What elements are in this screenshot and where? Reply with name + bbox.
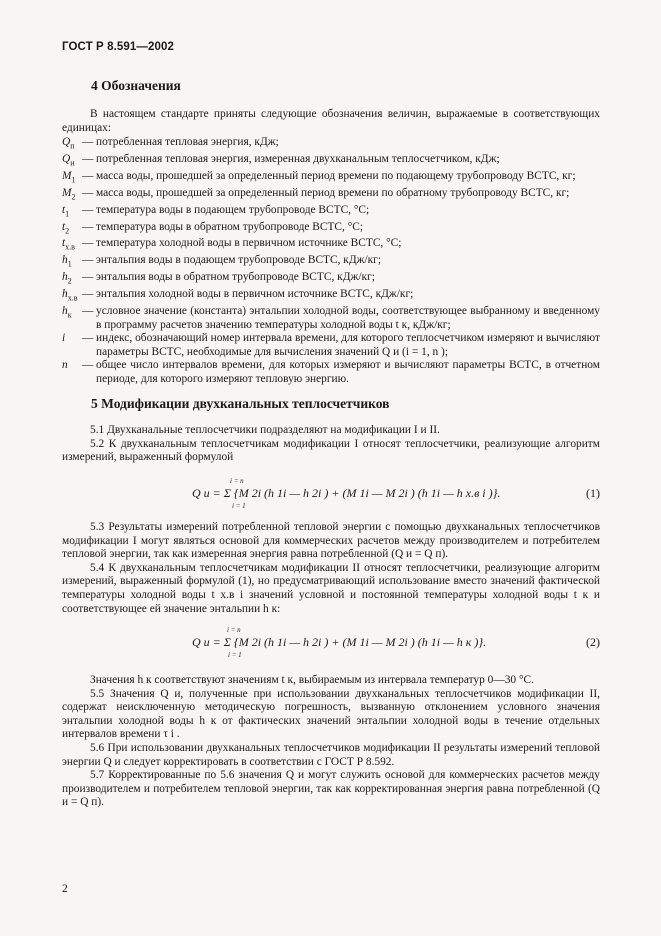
definition-text: температура холодной воды в первичном источнике ВСТС, °С; — [96, 237, 402, 250]
definition-dash: — — [82, 288, 94, 301]
paragraph-5-4-values: Значения h к соответствуют значениям t к, выбираемым из интервала температур 0—30 °С. — [90, 674, 534, 686]
formula-2-expression: Q и = Σ {M 2i (h 1i — h 2i ) + (M 1i — M 2i ) (h 1i — h к )}. — [192, 635, 487, 649]
definition-text: масса воды, прошедшей за определенный период времени по обратному трубопроводу ВСТС, кг; — [96, 186, 570, 199]
definition-item — [62, 136, 600, 153]
formula-1-expression: Q и = Σ {M 2i (h 1i — h 2i ) + (M 1i — M 2i ) (h 1i — h х.в i )}. — [192, 486, 501, 500]
definition-symbol: i — [62, 332, 66, 345]
definition-item — [62, 254, 600, 271]
definition-text: энтальпия холодной воды в первичном источнике ВСТС, кДж/кг; — [96, 288, 414, 301]
formula-2-upper-limit: i = n — [227, 626, 241, 634]
section-5-body-c — [62, 674, 600, 810]
section-5-body-b — [62, 521, 600, 616]
section-5-body-a — [62, 424, 600, 465]
paragraph-5-4: 5.4 К двухканальным теплосчетчикам модификации II относят теплосчетчики, реализующие алгоритм измерений, выраженный формулой (1), но предусматривающий использование вместо значений фактической температуры холодной воды t х.в i значений условной и постоянной температуры холодной воды t к и соответствующее ей значение энтальпии h к: — [62, 561, 600, 615]
definitions-list — [62, 136, 600, 386]
definition-item — [62, 332, 600, 359]
definition-symbol: $Q_и$ — [62, 153, 75, 168]
definition-item — [62, 288, 600, 305]
definition-dash: — — [82, 254, 94, 267]
formula-2-lower-limit: i = 1 — [228, 651, 242, 659]
definition-dash: — — [82, 359, 94, 372]
definition-text: энтальпия воды в обратном трубопроводе ВСТС, кДж/кг; — [96, 271, 375, 284]
paragraph-5-6: 5.6 При использовании двухканальных теплосчетчиков модификации II результаты измерений тепловой энергии Q и следует корректировать в соответствии с ГОСТ Р 8.592. — [62, 741, 600, 768]
definition-symbol: $M_1$ — [62, 169, 76, 185]
definition-text: общее число интервалов времени, для которых измеряют и вычисляют параметры ВСТС, в отчетном периоде, для которого измеряют тепловую энергию. — [96, 359, 600, 385]
definition-dash: — — [82, 153, 94, 166]
definition-text: условное значение (константа) энтальпии холодной воды, соответствующее выбранному и введенному в программу расчетов значению температуры холодной воды t к, кДж/кг; — [96, 304, 600, 331]
formula-1-upper-limit: i = n — [230, 477, 244, 485]
section-4-intro: В настоящем стандарте приняты следующие обозначения величин, выражаемые в соответствующих единицах: — [62, 108, 600, 134]
formula-2 — [62, 626, 600, 659]
definition-text: потребленная тепловая энергия, кДж; — [96, 136, 279, 149]
definition-symbol: $h_2$ — [62, 271, 72, 286]
section-5-title: 5 Модификации двухканальных теплосчетчиков — [91, 396, 390, 411]
definition-item — [62, 170, 600, 187]
definition-symbol: $t_1$ — [62, 203, 70, 218]
formula-1-lower-limit: i = 1 — [232, 502, 246, 510]
definition-symbol: $h_{х.в}$ — [62, 288, 78, 303]
definition-dash: — — [82, 332, 94, 345]
definition-symbol: n — [62, 359, 68, 372]
section-4-body — [62, 108, 600, 387]
definition-item — [62, 153, 600, 170]
definition-item — [62, 187, 600, 204]
definition-text: температура воды в обратном трубопроводе ВСТС, °С; — [96, 220, 364, 233]
formula-1 — [62, 477, 600, 510]
paragraph-5-3: 5.3 Результаты измерений потребленной тепловой энергии с помощью двухканальных теплосчетчиков модификации I могут являться основой для коммерческих расчетов между производителем и потребителем тепловой энергии, так как измеренная энергия равна потребленной (Q и = Q п). — [62, 521, 600, 561]
paragraph-5-7: 5.7 Корректированные по 5.6 значения Q и могут служить основой для коммерческих расчетов между производителем и потребителем тепловой энергии, так как корректированная энергия равна потребленной (Q и = Q п). — [62, 769, 600, 809]
definition-dash: — — [82, 186, 94, 199]
paragraph-5-1: 5.1 Двухканальные теплосчетчики подразделяют на модификации I и II. — [90, 424, 440, 436]
definition-dash: — — [82, 237, 94, 250]
definition-item — [62, 359, 600, 386]
definition-dash: — — [82, 220, 94, 233]
formula-1-number: (1) — [586, 486, 600, 500]
definition-dash: — — [82, 169, 94, 182]
definition-item — [62, 221, 600, 238]
definition-symbol: $M_2$ — [62, 186, 76, 202]
definition-text: масса воды, прошедшей за определенный период времени по подающему трубопроводу ВСТС, кг; — [96, 169, 576, 182]
formula-2-number: (2) — [586, 635, 600, 649]
document-header: ГОСТ Р 8.591—2002 — [62, 41, 174, 53]
definition-text: индекс, обозначающий номер интервала времени, для которого теплосчетчиком измеряют и вычисляют параметры ВСТС, необходимые для вычисления значений Q и (i = 1, n ); — [96, 332, 600, 358]
section-4-title: 4 Обозначения — [91, 78, 181, 93]
paragraph-5-2: 5.2 К двухканальным теплосчетчикам модификации I относят теплосчетчики, реализующие алгоритм измерений, выраженный формулой — [62, 437, 600, 464]
definition-dash: — — [82, 203, 94, 216]
definition-symbol: $h_к$ — [62, 304, 72, 320]
definition-dash: — — [82, 136, 94, 149]
definition-symbol: $Q_п$ — [62, 136, 75, 151]
definition-item — [62, 237, 600, 254]
definition-item — [62, 204, 600, 221]
definition-item — [62, 271, 600, 288]
definition-symbol: $t_2$ — [62, 220, 70, 235]
definition-text: энтальпия воды в подающем трубопроводе ВСТС, кДж/кг; — [96, 254, 382, 267]
definition-symbol: $t_{х.в}$ — [62, 237, 75, 252]
definition-text: потребленная тепловая энергия, измеренная двухканальным теплосчетчиком, кДж; — [96, 153, 500, 166]
definition-item — [62, 305, 600, 332]
definition-symbol: $h_1$ — [62, 254, 72, 269]
definition-dash: — — [82, 304, 94, 317]
paragraph-5-5: 5.5 Значения Q и, полученные при использовании двухканальных теплосчетчиков модификации II, содержат неисключенную методическую погрешность, вызванную отклонением условного значения энтальпии холодной воды h к от фактических значений энтальпии холодной воды в течение отдельных интервалов времени τ i . — [62, 687, 600, 741]
page-number: 2 — [62, 883, 68, 895]
definition-dash: — — [82, 271, 94, 284]
definition-text: температура воды в подающем трубопроводе ВСТС, °С; — [96, 203, 370, 216]
